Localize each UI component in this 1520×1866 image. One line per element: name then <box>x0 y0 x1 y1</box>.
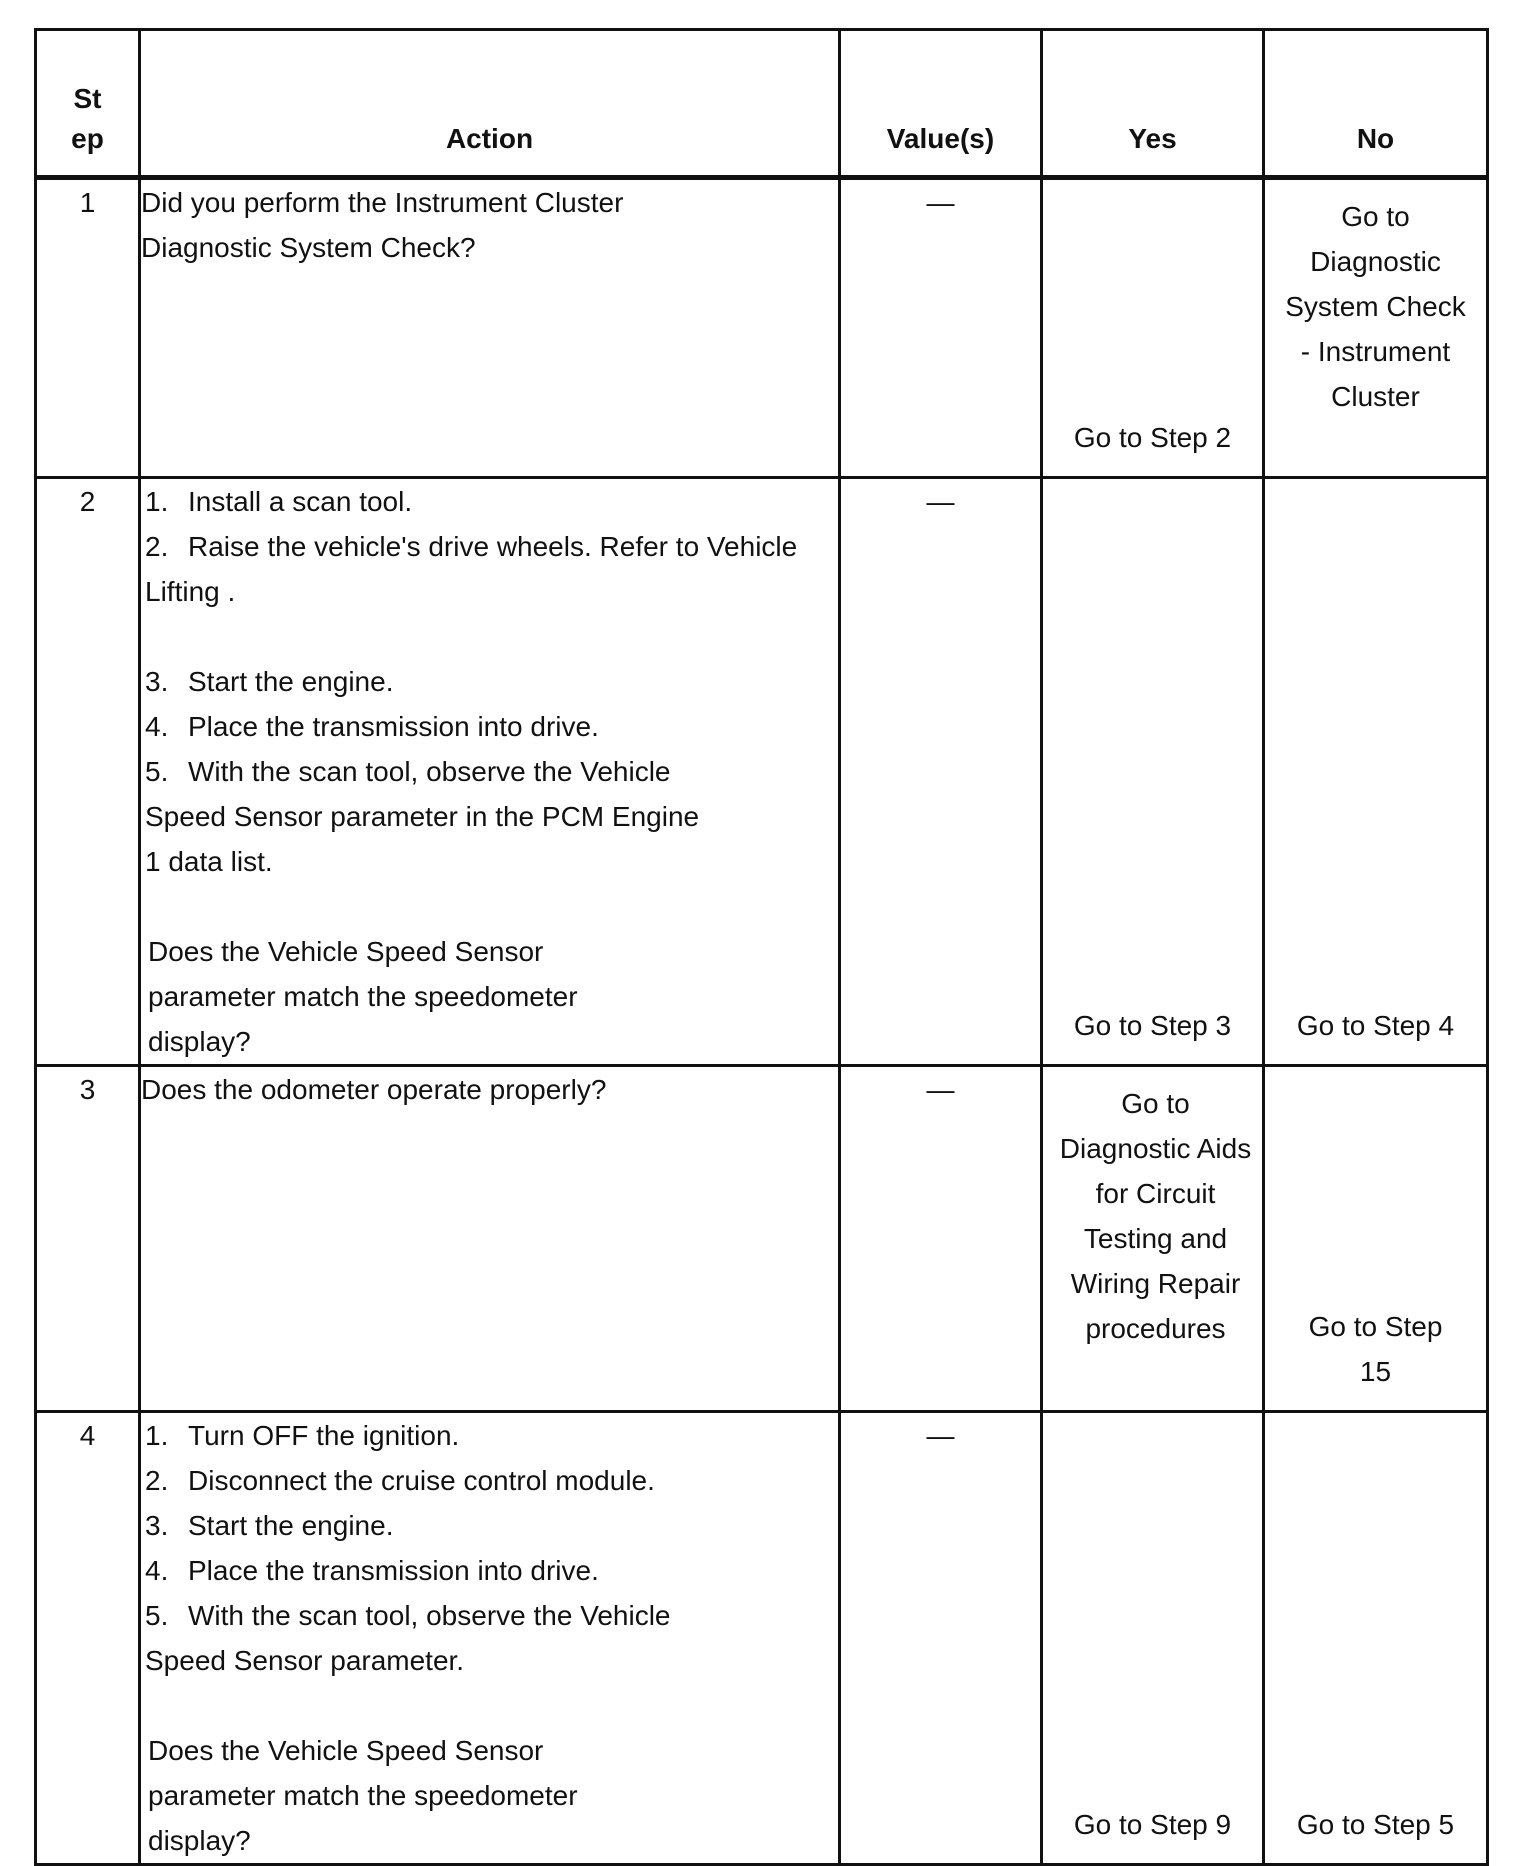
action-cell <box>140 1412 840 1865</box>
value-dash: — <box>926 486 955 517</box>
question-text: Does the Vehicle Speed Sensor parameter match the speedometer display? <box>148 936 578 1057</box>
yes-cell <box>1042 478 1264 1066</box>
yes-cell <box>1042 1412 1264 1865</box>
action-text: Did you perform the Instrument Cluster Diagnostic System Check? <box>141 187 624 263</box>
no-link[interactable]: Go to Step 5 <box>1296 1809 1455 1840</box>
action-cell <box>140 1066 840 1412</box>
header-action: Action <box>140 30 840 178</box>
step-number: 3 <box>36 1066 140 1412</box>
table-row <box>36 178 1488 478</box>
action-text: Does the odometer operate properly? <box>141 1074 607 1105</box>
no-link[interactable]: Go to Diagnostic System Check - Instrument Cluster <box>1285 201 1466 412</box>
step-number: 2 <box>36 478 140 1066</box>
list-item: 2. Raise the vehicle's drive wheels. Refer to Vehicle Lifting . <box>145 531 798 607</box>
action-cell <box>140 478 840 1066</box>
list-item: 4. Place the transmission into drive. <box>145 1555 599 1586</box>
header-no: No <box>1264 30 1488 178</box>
vehicle-lifting-ref[interactable]: Raise the vehicle's drive wheels. Refer to Vehicle Lifting . <box>145 531 798 607</box>
list-item: 3. Start the engine. <box>145 1510 394 1541</box>
value-cell <box>840 1066 1042 1412</box>
no-link[interactable]: Go to Step 15 <box>1308 1311 1443 1387</box>
yes-cell <box>1042 178 1264 478</box>
header-step: St ep <box>36 30 140 178</box>
value-cell <box>840 1412 1042 1865</box>
step-number: 4 <box>36 1412 140 1865</box>
yes-link[interactable]: Go to Step 9 <box>1073 1809 1232 1840</box>
value-dash: — <box>926 1420 955 1451</box>
no-cell <box>1264 1412 1488 1865</box>
question-text: Does the Vehicle Speed Sensor parameter match the speedometer display? <box>148 1735 578 1856</box>
value-dash: — <box>926 187 955 218</box>
header-values: Value(s) <box>840 30 1042 178</box>
value-cell <box>840 478 1042 1066</box>
no-link[interactable]: Go to Step 4 <box>1296 1010 1455 1041</box>
header-yes: Yes <box>1042 30 1264 178</box>
no-cell <box>1264 178 1488 478</box>
table-row <box>36 1066 1488 1412</box>
yes-link[interactable]: Go to Diagnostic Aids for Circuit Testing and Wiring Repair procedures <box>1059 1088 1252 1344</box>
header-row <box>36 30 1488 178</box>
diagnostic-table <box>34 28 1489 1866</box>
value-cell <box>840 178 1042 478</box>
list-item: 5. With the scan tool, observe the Vehicle Speed Sensor parameter in the PCM Engine 1 data list. <box>145 756 700 877</box>
no-cell <box>1264 478 1488 1066</box>
list-item: 5. With the scan tool, observe the Vehicle Speed Sensor parameter. <box>145 1600 671 1676</box>
action-cell <box>140 178 840 478</box>
step-number: 1 <box>36 178 140 478</box>
list-item: 3. Start the engine. <box>145 666 394 697</box>
list-item: 2. Disconnect the cruise control module. <box>145 1465 655 1496</box>
table-row <box>36 1412 1488 1865</box>
list-item: 1. Install a scan tool. <box>145 486 413 517</box>
no-cell <box>1264 1066 1488 1412</box>
table-row <box>36 478 1488 1066</box>
list-item: 4. Place the transmission into drive. <box>145 711 599 742</box>
yes-link[interactable]: Go to Step 3 <box>1073 1010 1232 1041</box>
value-dash: — <box>926 1074 955 1105</box>
yes-cell <box>1042 1066 1264 1412</box>
yes-link[interactable]: Go to Step 2 <box>1073 422 1232 453</box>
list-item: 1. Turn OFF the ignition. <box>145 1420 460 1451</box>
